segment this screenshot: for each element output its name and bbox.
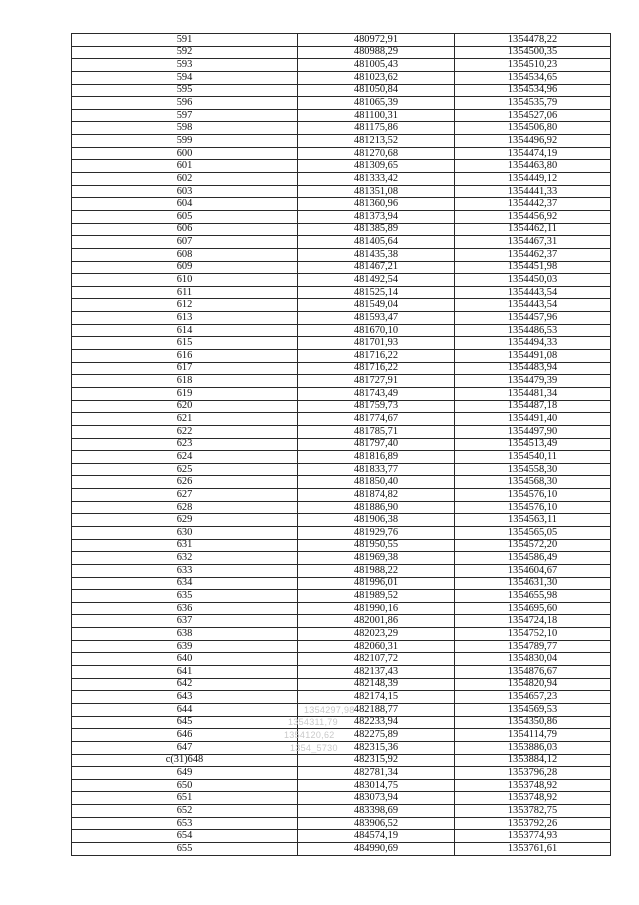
x-coordinate-cell: 482060,31 bbox=[298, 640, 455, 653]
y-coordinate-cell: 1354443,54 bbox=[455, 299, 611, 312]
point-number-cell: 594 bbox=[72, 71, 298, 84]
table-row bbox=[72, 324, 611, 337]
point-number-cell: 651 bbox=[72, 792, 298, 805]
x-coordinate-cell: 484990,69 bbox=[298, 843, 455, 856]
table-row bbox=[72, 34, 611, 47]
table-row bbox=[72, 779, 611, 792]
point-number-cell: 626 bbox=[72, 476, 298, 489]
x-coordinate-cell: 482233,94 bbox=[298, 716, 455, 729]
point-number-cell: 647 bbox=[72, 741, 298, 754]
point-number-cell: 649 bbox=[72, 767, 298, 780]
table-row bbox=[72, 362, 611, 375]
table-row bbox=[72, 413, 611, 426]
point-number-cell: 605 bbox=[72, 210, 298, 223]
y-coordinate-cell: 1354604,67 bbox=[455, 564, 611, 577]
point-number-cell: 606 bbox=[72, 223, 298, 236]
table-row bbox=[72, 425, 611, 438]
y-coordinate-cell: 1354443,54 bbox=[455, 286, 611, 299]
point-number-cell: 598 bbox=[72, 122, 298, 135]
y-coordinate-cell: 1354657,23 bbox=[455, 691, 611, 704]
y-coordinate-cell: 1354695,60 bbox=[455, 602, 611, 615]
point-number-cell: 636 bbox=[72, 602, 298, 615]
table-row bbox=[72, 729, 611, 742]
y-coordinate-cell: 1354462,37 bbox=[455, 248, 611, 261]
x-coordinate-cell: 481969,38 bbox=[298, 552, 455, 565]
y-coordinate-cell: 1354478,22 bbox=[455, 34, 611, 47]
y-coordinate-cell: 1354463,80 bbox=[455, 160, 611, 173]
table-row bbox=[72, 84, 611, 97]
point-number-cell: 629 bbox=[72, 514, 298, 527]
x-coordinate-cell: 481050,84 bbox=[298, 84, 455, 97]
x-coordinate-cell: 482148,39 bbox=[298, 678, 455, 691]
y-coordinate-cell: 1354496,92 bbox=[455, 135, 611, 148]
table-row bbox=[72, 375, 611, 388]
table-row bbox=[72, 210, 611, 223]
y-coordinate-cell: 1354462,11 bbox=[455, 223, 611, 236]
point-number-cell: 615 bbox=[72, 337, 298, 350]
table-row bbox=[72, 46, 611, 59]
point-number-cell: c(31)648 bbox=[72, 754, 298, 767]
table-row bbox=[72, 261, 611, 274]
point-number-cell: 633 bbox=[72, 564, 298, 577]
table-row bbox=[72, 590, 611, 603]
table-row bbox=[72, 350, 611, 363]
table-row bbox=[72, 299, 611, 312]
table-row bbox=[72, 539, 611, 552]
table-row bbox=[72, 817, 611, 830]
table-row bbox=[72, 666, 611, 679]
y-coordinate-cell: 1354830,04 bbox=[455, 653, 611, 666]
point-number-cell: 603 bbox=[72, 185, 298, 198]
y-coordinate-cell: 1354563,11 bbox=[455, 514, 611, 527]
point-number-cell: 643 bbox=[72, 691, 298, 704]
x-coordinate-cell: 481435,38 bbox=[298, 248, 455, 261]
point-number-cell: 591 bbox=[72, 34, 298, 47]
table-row bbox=[72, 198, 611, 211]
table-row bbox=[72, 476, 611, 489]
y-coordinate-cell: 1354876,67 bbox=[455, 666, 611, 679]
y-coordinate-cell: 1354483,94 bbox=[455, 362, 611, 375]
table-row bbox=[72, 615, 611, 628]
x-coordinate-cell: 481100,31 bbox=[298, 109, 455, 122]
y-coordinate-cell: 1354456,92 bbox=[455, 210, 611, 223]
point-number-cell: 641 bbox=[72, 666, 298, 679]
x-coordinate-cell: 481743,49 bbox=[298, 387, 455, 400]
x-coordinate-cell: 481988,22 bbox=[298, 564, 455, 577]
point-number-cell: 624 bbox=[72, 451, 298, 464]
x-coordinate-cell: 481525,14 bbox=[298, 286, 455, 299]
y-coordinate-cell: 1354534,65 bbox=[455, 71, 611, 84]
x-coordinate-cell: 482023,29 bbox=[298, 628, 455, 641]
point-number-cell: 640 bbox=[72, 653, 298, 666]
x-coordinate-cell: 483073,94 bbox=[298, 792, 455, 805]
point-number-cell: 637 bbox=[72, 615, 298, 628]
y-coordinate-cell: 1354631,30 bbox=[455, 577, 611, 590]
x-coordinate-cell: 481833,77 bbox=[298, 463, 455, 476]
table-row bbox=[72, 71, 611, 84]
x-coordinate-cell: 481309,65 bbox=[298, 160, 455, 173]
point-number-cell: 600 bbox=[72, 147, 298, 160]
table-row bbox=[72, 552, 611, 565]
y-coordinate-cell: 1354540,11 bbox=[455, 451, 611, 464]
point-number-cell: 621 bbox=[72, 413, 298, 426]
y-coordinate-cell: 1354510,23 bbox=[455, 59, 611, 72]
x-coordinate-cell: 482315,36 bbox=[298, 741, 455, 754]
x-coordinate-cell: 481270,68 bbox=[298, 147, 455, 160]
x-coordinate-cell: 484574,19 bbox=[298, 830, 455, 843]
table-row bbox=[72, 438, 611, 451]
x-coordinate-cell: 482781,34 bbox=[298, 767, 455, 780]
table-row bbox=[72, 830, 611, 843]
x-coordinate-cell: 481850,40 bbox=[298, 476, 455, 489]
x-coordinate-cell: 481023,62 bbox=[298, 71, 455, 84]
table-row bbox=[72, 248, 611, 261]
x-coordinate-cell: 481360,96 bbox=[298, 198, 455, 211]
y-coordinate-cell: 1354752,10 bbox=[455, 628, 611, 641]
y-coordinate-cell: 1354558,30 bbox=[455, 463, 611, 476]
table-row bbox=[72, 792, 611, 805]
x-coordinate-cell: 481950,55 bbox=[298, 539, 455, 552]
y-coordinate-cell: 1353884,12 bbox=[455, 754, 611, 767]
x-coordinate-cell: 481785,71 bbox=[298, 425, 455, 438]
table-row bbox=[72, 122, 611, 135]
y-coordinate-cell: 1354491,40 bbox=[455, 413, 611, 426]
faint-overprint-mark: 1354297,98 bbox=[304, 705, 355, 715]
y-coordinate-cell: 1354481,34 bbox=[455, 387, 611, 400]
point-number-cell: 592 bbox=[72, 46, 298, 59]
table-row bbox=[72, 754, 611, 767]
y-coordinate-cell: 1354655,98 bbox=[455, 590, 611, 603]
x-coordinate-cell: 481990,16 bbox=[298, 602, 455, 615]
y-coordinate-cell: 1353774,93 bbox=[455, 830, 611, 843]
table-row bbox=[72, 147, 611, 160]
x-coordinate-cell: 482107,72 bbox=[298, 653, 455, 666]
table-row bbox=[72, 185, 611, 198]
coordinates-table-body bbox=[72, 34, 611, 856]
x-coordinate-cell: 481373,94 bbox=[298, 210, 455, 223]
x-coordinate-cell: 481797,40 bbox=[298, 438, 455, 451]
x-coordinate-cell: 481759,73 bbox=[298, 400, 455, 413]
point-number-cell: 597 bbox=[72, 109, 298, 122]
table-row bbox=[72, 451, 611, 464]
point-number-cell: 632 bbox=[72, 552, 298, 565]
y-coordinate-cell: 1354568,30 bbox=[455, 476, 611, 489]
point-number-cell: 625 bbox=[72, 463, 298, 476]
x-coordinate-cell: 481213,52 bbox=[298, 135, 455, 148]
y-coordinate-cell: 1353886,03 bbox=[455, 741, 611, 754]
x-coordinate-cell: 483906,52 bbox=[298, 817, 455, 830]
y-coordinate-cell: 1354586,49 bbox=[455, 552, 611, 565]
point-number-cell: 619 bbox=[72, 387, 298, 400]
point-number-cell: 631 bbox=[72, 539, 298, 552]
table-row bbox=[72, 691, 611, 704]
table-row bbox=[72, 337, 611, 350]
table-row bbox=[72, 767, 611, 780]
point-number-cell: 599 bbox=[72, 135, 298, 148]
x-coordinate-cell: 482001,86 bbox=[298, 615, 455, 628]
point-number-cell: 622 bbox=[72, 425, 298, 438]
table-row bbox=[72, 653, 611, 666]
x-coordinate-cell: 481467,21 bbox=[298, 261, 455, 274]
table-row bbox=[72, 59, 611, 72]
point-number-cell: 610 bbox=[72, 274, 298, 287]
table-row bbox=[72, 843, 611, 856]
y-coordinate-cell: 1354486,53 bbox=[455, 324, 611, 337]
x-coordinate-cell: 481816,89 bbox=[298, 451, 455, 464]
point-number-cell: 596 bbox=[72, 97, 298, 110]
point-number-cell: 630 bbox=[72, 526, 298, 539]
y-coordinate-cell: 1354442,37 bbox=[455, 198, 611, 211]
coordinates-table bbox=[71, 33, 611, 856]
x-coordinate-cell: 481996,01 bbox=[298, 577, 455, 590]
table-row bbox=[72, 501, 611, 514]
table-row bbox=[72, 387, 611, 400]
table-row bbox=[72, 223, 611, 236]
x-coordinate-cell: 481989,52 bbox=[298, 590, 455, 603]
point-number-cell: 614 bbox=[72, 324, 298, 337]
point-number-cell: 627 bbox=[72, 489, 298, 502]
y-coordinate-cell: 1354449,12 bbox=[455, 173, 611, 186]
point-number-cell: 642 bbox=[72, 678, 298, 691]
point-number-cell: 644 bbox=[72, 703, 298, 716]
table-row bbox=[72, 602, 611, 615]
x-coordinate-cell: 481874,82 bbox=[298, 489, 455, 502]
point-number-cell: 639 bbox=[72, 640, 298, 653]
y-coordinate-cell: 1354572,20 bbox=[455, 539, 611, 552]
x-coordinate-cell: 481005,43 bbox=[298, 59, 455, 72]
y-coordinate-cell: 1354534,96 bbox=[455, 84, 611, 97]
y-coordinate-cell: 1354820,94 bbox=[455, 678, 611, 691]
y-coordinate-cell: 1353761,61 bbox=[455, 843, 611, 856]
table-row bbox=[72, 628, 611, 641]
y-coordinate-cell: 1354494,33 bbox=[455, 337, 611, 350]
y-coordinate-cell: 1353792,26 bbox=[455, 817, 611, 830]
x-coordinate-cell: 481549,04 bbox=[298, 299, 455, 312]
x-coordinate-cell: 480972,91 bbox=[298, 34, 455, 47]
y-coordinate-cell: 1354500,35 bbox=[455, 46, 611, 59]
y-coordinate-cell: 1354506,80 bbox=[455, 122, 611, 135]
faint-overprint-mark: 1354_5730 bbox=[290, 743, 338, 753]
table-row bbox=[72, 135, 611, 148]
y-coordinate-cell: 1354576,10 bbox=[455, 501, 611, 514]
point-number-cell: 645 bbox=[72, 716, 298, 729]
point-number-cell: 618 bbox=[72, 375, 298, 388]
y-coordinate-cell: 1354576,10 bbox=[455, 489, 611, 502]
point-number-cell: 616 bbox=[72, 350, 298, 363]
y-coordinate-cell: 1354467,31 bbox=[455, 236, 611, 249]
point-number-cell: 635 bbox=[72, 590, 298, 603]
table-row bbox=[72, 805, 611, 818]
y-coordinate-cell: 1354497,90 bbox=[455, 425, 611, 438]
point-number-cell: 617 bbox=[72, 362, 298, 375]
x-coordinate-cell: 481727,91 bbox=[298, 375, 455, 388]
table-row bbox=[72, 236, 611, 249]
x-coordinate-cell: 481716,22 bbox=[298, 362, 455, 375]
x-coordinate-cell: 482188,77 bbox=[298, 703, 455, 716]
y-coordinate-cell: 1354569,53 bbox=[455, 703, 611, 716]
y-coordinate-cell: 1353748,92 bbox=[455, 792, 611, 805]
point-number-cell: 638 bbox=[72, 628, 298, 641]
x-coordinate-cell: 481929,76 bbox=[298, 526, 455, 539]
point-number-cell: 607 bbox=[72, 236, 298, 249]
x-coordinate-cell: 481906,38 bbox=[298, 514, 455, 527]
point-number-cell: 655 bbox=[72, 843, 298, 856]
point-number-cell: 595 bbox=[72, 84, 298, 97]
point-number-cell: 654 bbox=[72, 830, 298, 843]
x-coordinate-cell: 480988,29 bbox=[298, 46, 455, 59]
point-number-cell: 650 bbox=[72, 779, 298, 792]
x-coordinate-cell: 481065,39 bbox=[298, 97, 455, 110]
faint-overprint-mark: 1354311,79 bbox=[288, 717, 338, 727]
y-coordinate-cell: 1354513,49 bbox=[455, 438, 611, 451]
point-number-cell: 602 bbox=[72, 173, 298, 186]
x-coordinate-cell: 481670,10 bbox=[298, 324, 455, 337]
y-coordinate-cell: 1354479,39 bbox=[455, 375, 611, 388]
faint-overprint-mark: 1354120,62 bbox=[284, 730, 335, 740]
point-number-cell: 611 bbox=[72, 286, 298, 299]
point-number-cell: 620 bbox=[72, 400, 298, 413]
y-coordinate-cell: 1354487,18 bbox=[455, 400, 611, 413]
x-coordinate-cell: 481774,67 bbox=[298, 413, 455, 426]
table-row bbox=[72, 173, 611, 186]
point-number-cell: 593 bbox=[72, 59, 298, 72]
point-number-cell: 613 bbox=[72, 312, 298, 325]
table-row bbox=[72, 489, 611, 502]
x-coordinate-cell: 482174,15 bbox=[298, 691, 455, 704]
point-number-cell: 652 bbox=[72, 805, 298, 818]
point-number-cell: 612 bbox=[72, 299, 298, 312]
table-row bbox=[72, 514, 611, 527]
point-number-cell: 609 bbox=[72, 261, 298, 274]
x-coordinate-cell: 481333,42 bbox=[298, 173, 455, 186]
table-row bbox=[72, 160, 611, 173]
point-number-cell: 623 bbox=[72, 438, 298, 451]
table-row bbox=[72, 274, 611, 287]
table-row bbox=[72, 526, 611, 539]
x-coordinate-cell: 481701,93 bbox=[298, 337, 455, 350]
table-row bbox=[72, 564, 611, 577]
x-coordinate-cell: 481492,54 bbox=[298, 274, 455, 287]
point-number-cell: 653 bbox=[72, 817, 298, 830]
x-coordinate-cell: 482137,43 bbox=[298, 666, 455, 679]
y-coordinate-cell: 1353748,92 bbox=[455, 779, 611, 792]
y-coordinate-cell: 1354527,06 bbox=[455, 109, 611, 122]
point-number-cell: 604 bbox=[72, 198, 298, 211]
x-coordinate-cell: 482315,92 bbox=[298, 754, 455, 767]
x-coordinate-cell: 482275,89 bbox=[298, 729, 455, 742]
point-number-cell: 601 bbox=[72, 160, 298, 173]
table-row bbox=[72, 678, 611, 691]
point-number-cell: 646 bbox=[72, 729, 298, 742]
table-row bbox=[72, 286, 611, 299]
y-coordinate-cell: 1354789,77 bbox=[455, 640, 611, 653]
table-row bbox=[72, 577, 611, 590]
y-coordinate-cell: 1354565,05 bbox=[455, 526, 611, 539]
y-coordinate-cell: 1354450,03 bbox=[455, 274, 611, 287]
y-coordinate-cell: 1354724,18 bbox=[455, 615, 611, 628]
y-coordinate-cell: 1354457,96 bbox=[455, 312, 611, 325]
table-row bbox=[72, 741, 611, 754]
table-row bbox=[72, 109, 611, 122]
table-row bbox=[72, 312, 611, 325]
x-coordinate-cell: 481175,86 bbox=[298, 122, 455, 135]
x-coordinate-cell: 481405,64 bbox=[298, 236, 455, 249]
point-number-cell: 608 bbox=[72, 248, 298, 261]
y-coordinate-cell: 1354441,33 bbox=[455, 185, 611, 198]
x-coordinate-cell: 483014,75 bbox=[298, 779, 455, 792]
y-coordinate-cell: 1354114,79 bbox=[455, 729, 611, 742]
y-coordinate-cell: 1353782,75 bbox=[455, 805, 611, 818]
y-coordinate-cell: 1354491,08 bbox=[455, 350, 611, 363]
table-row bbox=[72, 97, 611, 110]
x-coordinate-cell: 481385,89 bbox=[298, 223, 455, 236]
x-coordinate-cell: 481716,22 bbox=[298, 350, 455, 363]
table-row bbox=[72, 716, 611, 729]
x-coordinate-cell: 483398,69 bbox=[298, 805, 455, 818]
table-row bbox=[72, 400, 611, 413]
y-coordinate-cell: 1354451,98 bbox=[455, 261, 611, 274]
table-row bbox=[72, 640, 611, 653]
y-coordinate-cell: 1353796,28 bbox=[455, 767, 611, 780]
x-coordinate-cell: 481351,08 bbox=[298, 185, 455, 198]
y-coordinate-cell: 1354535,79 bbox=[455, 97, 611, 110]
y-coordinate-cell: 1354350,86 bbox=[455, 716, 611, 729]
point-number-cell: 634 bbox=[72, 577, 298, 590]
x-coordinate-cell: 481886,90 bbox=[298, 501, 455, 514]
x-coordinate-cell: 481593,47 bbox=[298, 312, 455, 325]
y-coordinate-cell: 1354474,19 bbox=[455, 147, 611, 160]
point-number-cell: 628 bbox=[72, 501, 298, 514]
table-row bbox=[72, 463, 611, 476]
